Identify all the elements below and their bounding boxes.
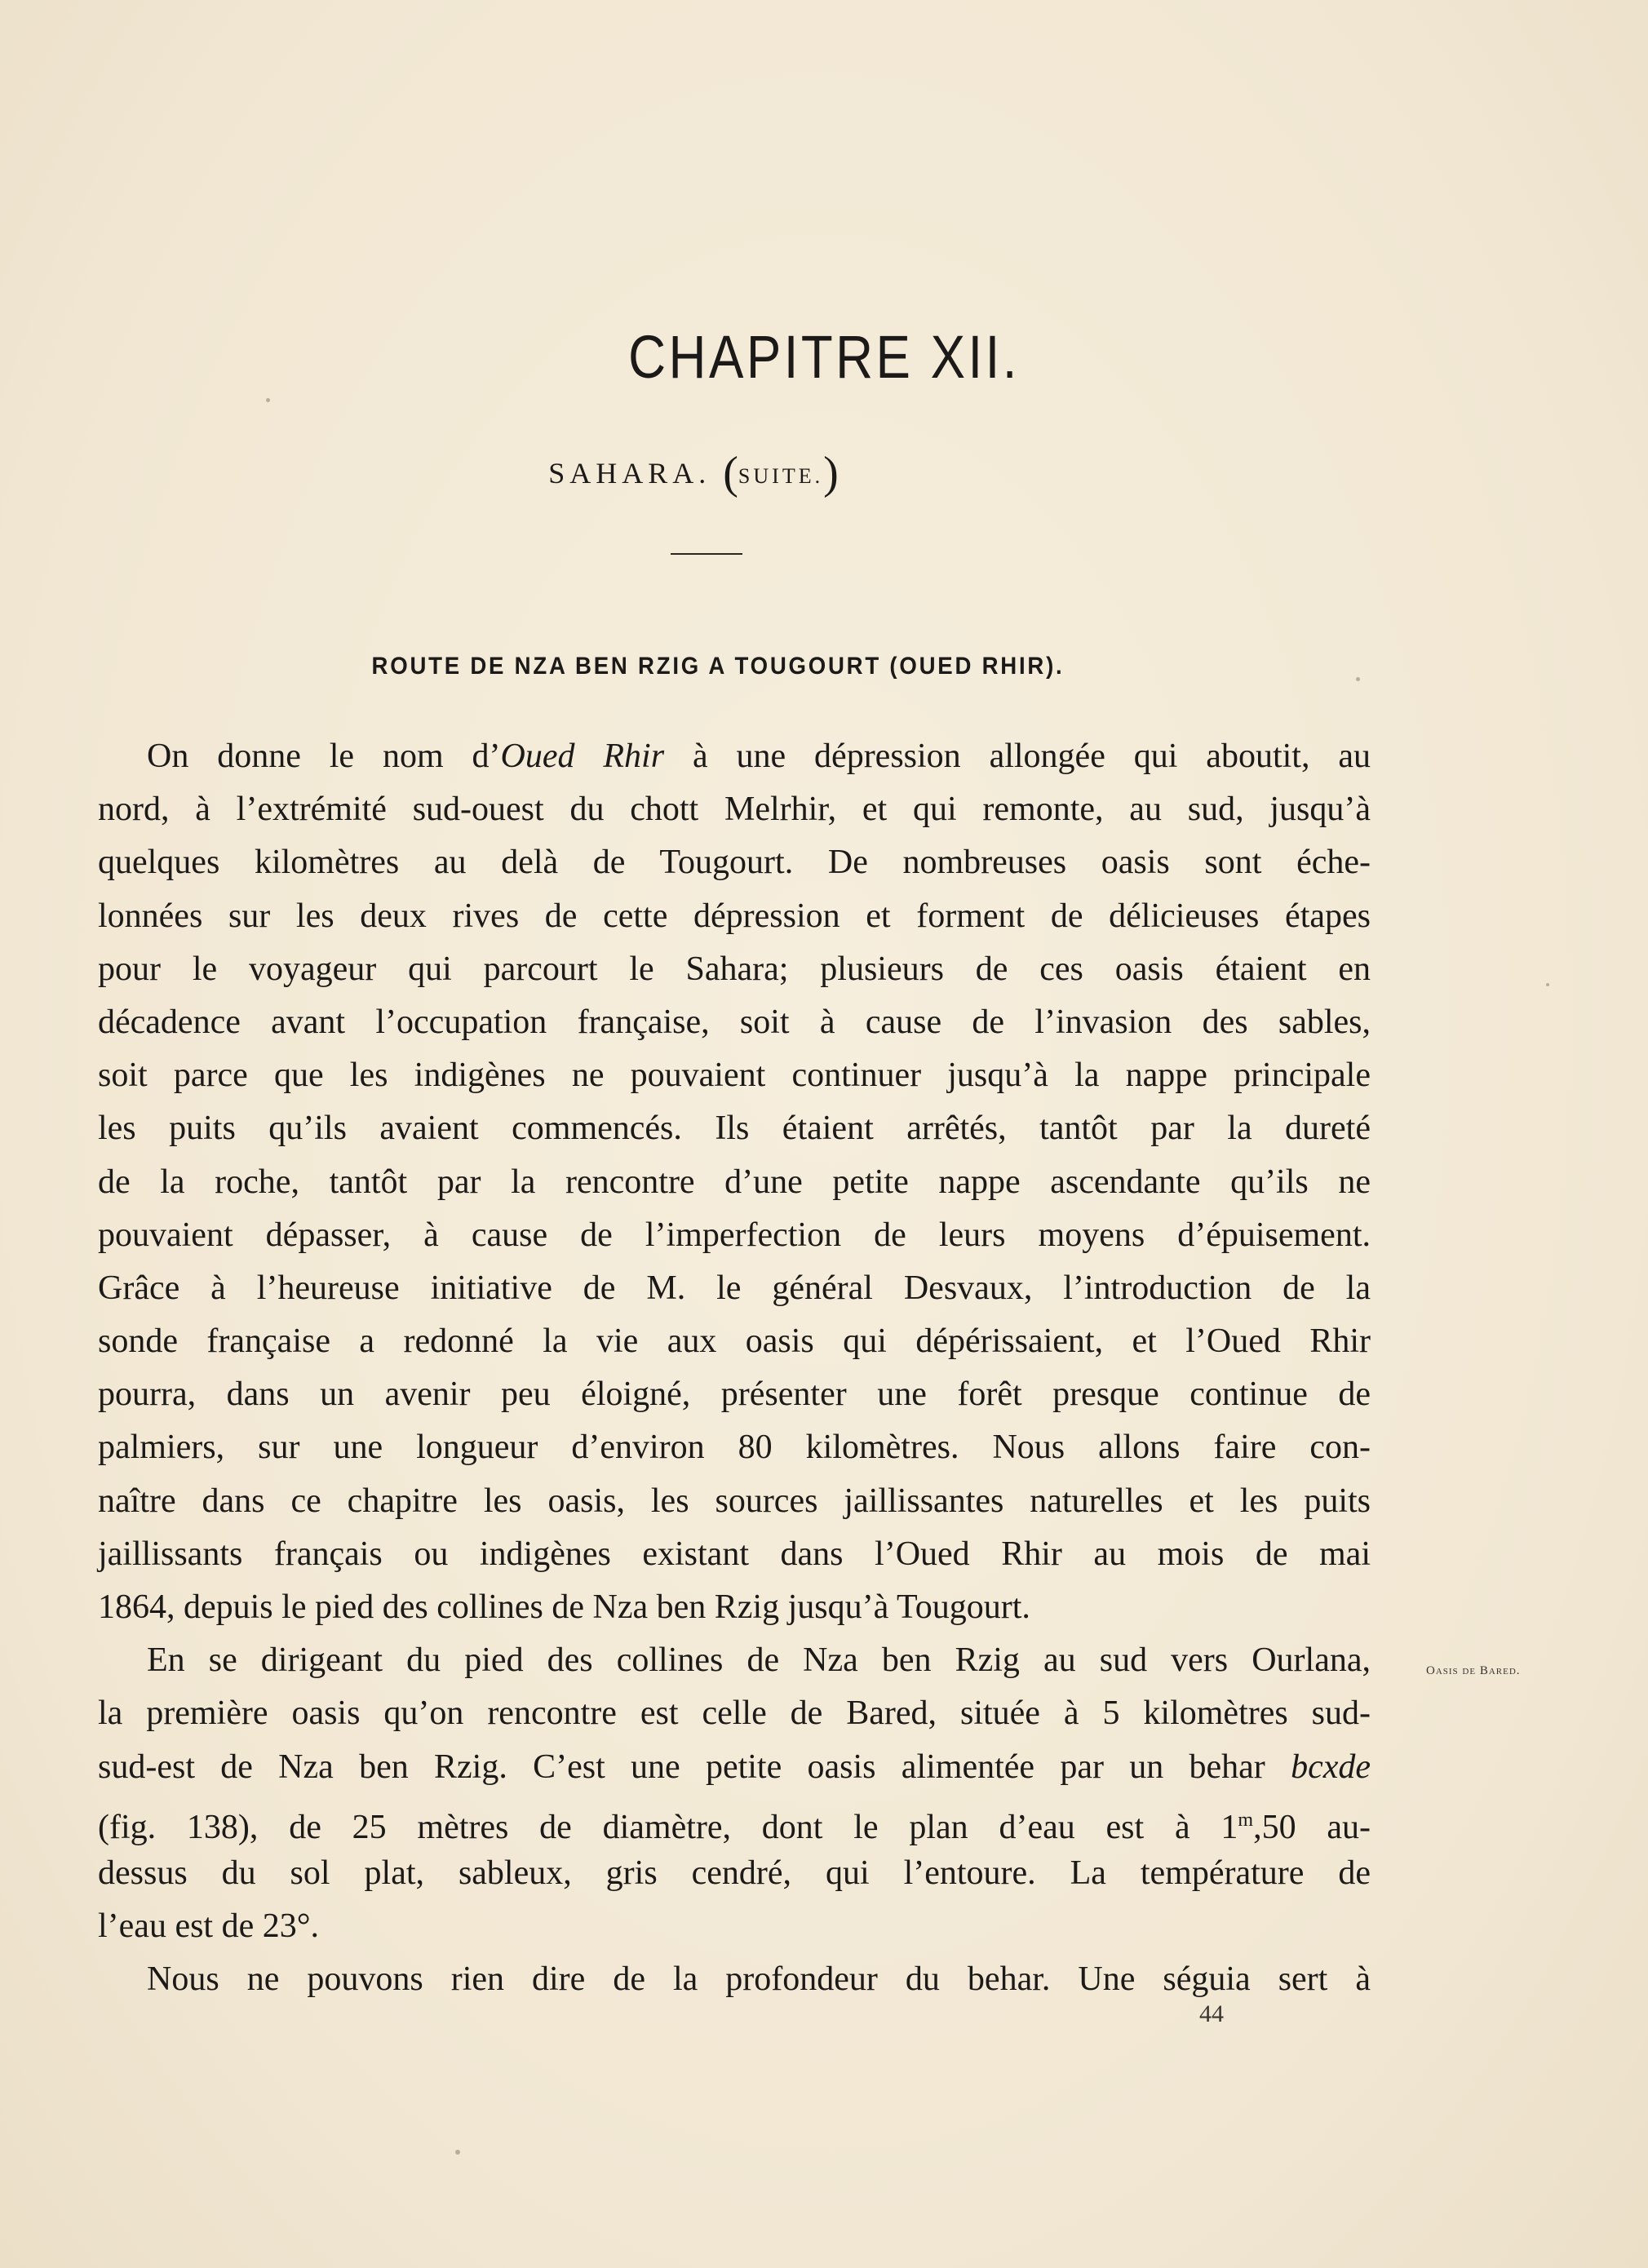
body-line: jaillissants français ou indigènes existant dans l’Oued Rhir au mois de mai (98, 1535, 1371, 1573)
body-line: (fig. 138), de 25 mètres de diamètre, dont le plan d’eau est à 1$^m$,50 au- (98, 1808, 1371, 1846)
body-line: soit parce que les indigènes ne pouvaient continuer jusqu’à la nappe principale (98, 1056, 1371, 1095)
margin-note: Oasis de Bared. (1426, 1664, 1521, 1677)
body-line: palmiers, sur une longueur d’environ 80 kilomètres. Nous allons faire con- (98, 1429, 1371, 1467)
body-line: pour le voyageur qui parcourt le Sahara; plusieurs de ces oasis étaient en (98, 950, 1371, 988)
italic-term: Oued Rhir (500, 738, 665, 775)
section-open-paren: ( (723, 448, 738, 498)
body-line: pourra, dans un avenir peu éloigné, présenter une forêt presque continue de (98, 1375, 1371, 1414)
body-text (98, 730, 1371, 2007)
chapter-title: CHAPITRE XII. (628, 323, 1020, 391)
body-line: la première oasis qu’on rencontre est celle de Bared, située à 5 kilomètres sud- (98, 1694, 1371, 1733)
paper-speck (1356, 677, 1360, 681)
body-line: l’eau est de 23°. (98, 1907, 320, 1946)
italic-term: bcxde (1291, 1748, 1371, 1786)
body-line: sud-est de Nza ben Rzig. C’est une petite oasis alimentée par un behar bcxde (98, 1748, 1371, 1786)
body-line: lonnées sur les deux rives de cette dépression et forment de délicieuses étapes (98, 897, 1371, 935)
body-line: dessus du sol plat, sableux, gris cendré, qui l’entoure. La température de (98, 1854, 1371, 1892)
page-number: 44 (1199, 2000, 1224, 2027)
body-line: Nous ne pouvons rien dire de la profondeur du behar. Une séguia sert à (147, 1960, 1371, 1999)
body-line: On donne le nom d’Oued Rhir à une dépression allongée qui aboutit, au (147, 738, 1371, 775)
section-sub: SUITE. (738, 464, 824, 488)
body-line: les puits qu’ils avaient commencés. Ils étaient arrêtés, tantôt par la dureté (98, 1110, 1371, 1148)
section-divider (671, 553, 742, 555)
body-line: naître dans ce chapitre les oasis, les sources jaillissantes naturelles et les puits (98, 1482, 1371, 1520)
paper-speck (455, 2150, 460, 2155)
body-line: En se dirigeant du pied des collines de Nza ben Rzig au sud vers Ourlana, (147, 1641, 1371, 1680)
section-close-paren: ) (823, 448, 839, 498)
body-line: quelques kilomètres au delà de Tougourt. De nombreuses oasis sont éche- (98, 844, 1371, 882)
paper-speck (266, 398, 270, 402)
body-line: de la roche, tantôt par la rencontre d’une petite nappe ascendante qu’ils ne (98, 1163, 1371, 1201)
route-heading: ROUTE DE NZA BEN RZIG A TOUGOURT (OUED RHIR). (371, 653, 1065, 680)
body-line: Grâce à l’heureuse initiative de M. le général Desvaux, l’introduction de la (98, 1269, 1371, 1307)
body-line: sonde française a redonné la vie aux oasis qui dépérissaient, et l’Oued Rhir (98, 1322, 1371, 1361)
body-line: 1864, depuis le pied des collines de Nza ben Rzig jusqu’à Tougourt. (98, 1588, 1030, 1626)
body-line: pouvaient dépasser, à cause de l’imperfection de leurs moyens d’épuisement. (98, 1216, 1371, 1254)
body-line: décadence avant l’occupation française, soit à cause de l’invasion des sables, (98, 1003, 1371, 1041)
section-main: SAHARA. (548, 457, 711, 489)
body-line: nord, à l’extrémité sud-ouest du chott Melrhir, et qui remonte, au sud, jusqu’à (98, 791, 1371, 829)
paper-speck (1546, 983, 1549, 986)
section-title (0, 447, 1387, 499)
superscript-unit: m (1238, 1809, 1254, 1831)
